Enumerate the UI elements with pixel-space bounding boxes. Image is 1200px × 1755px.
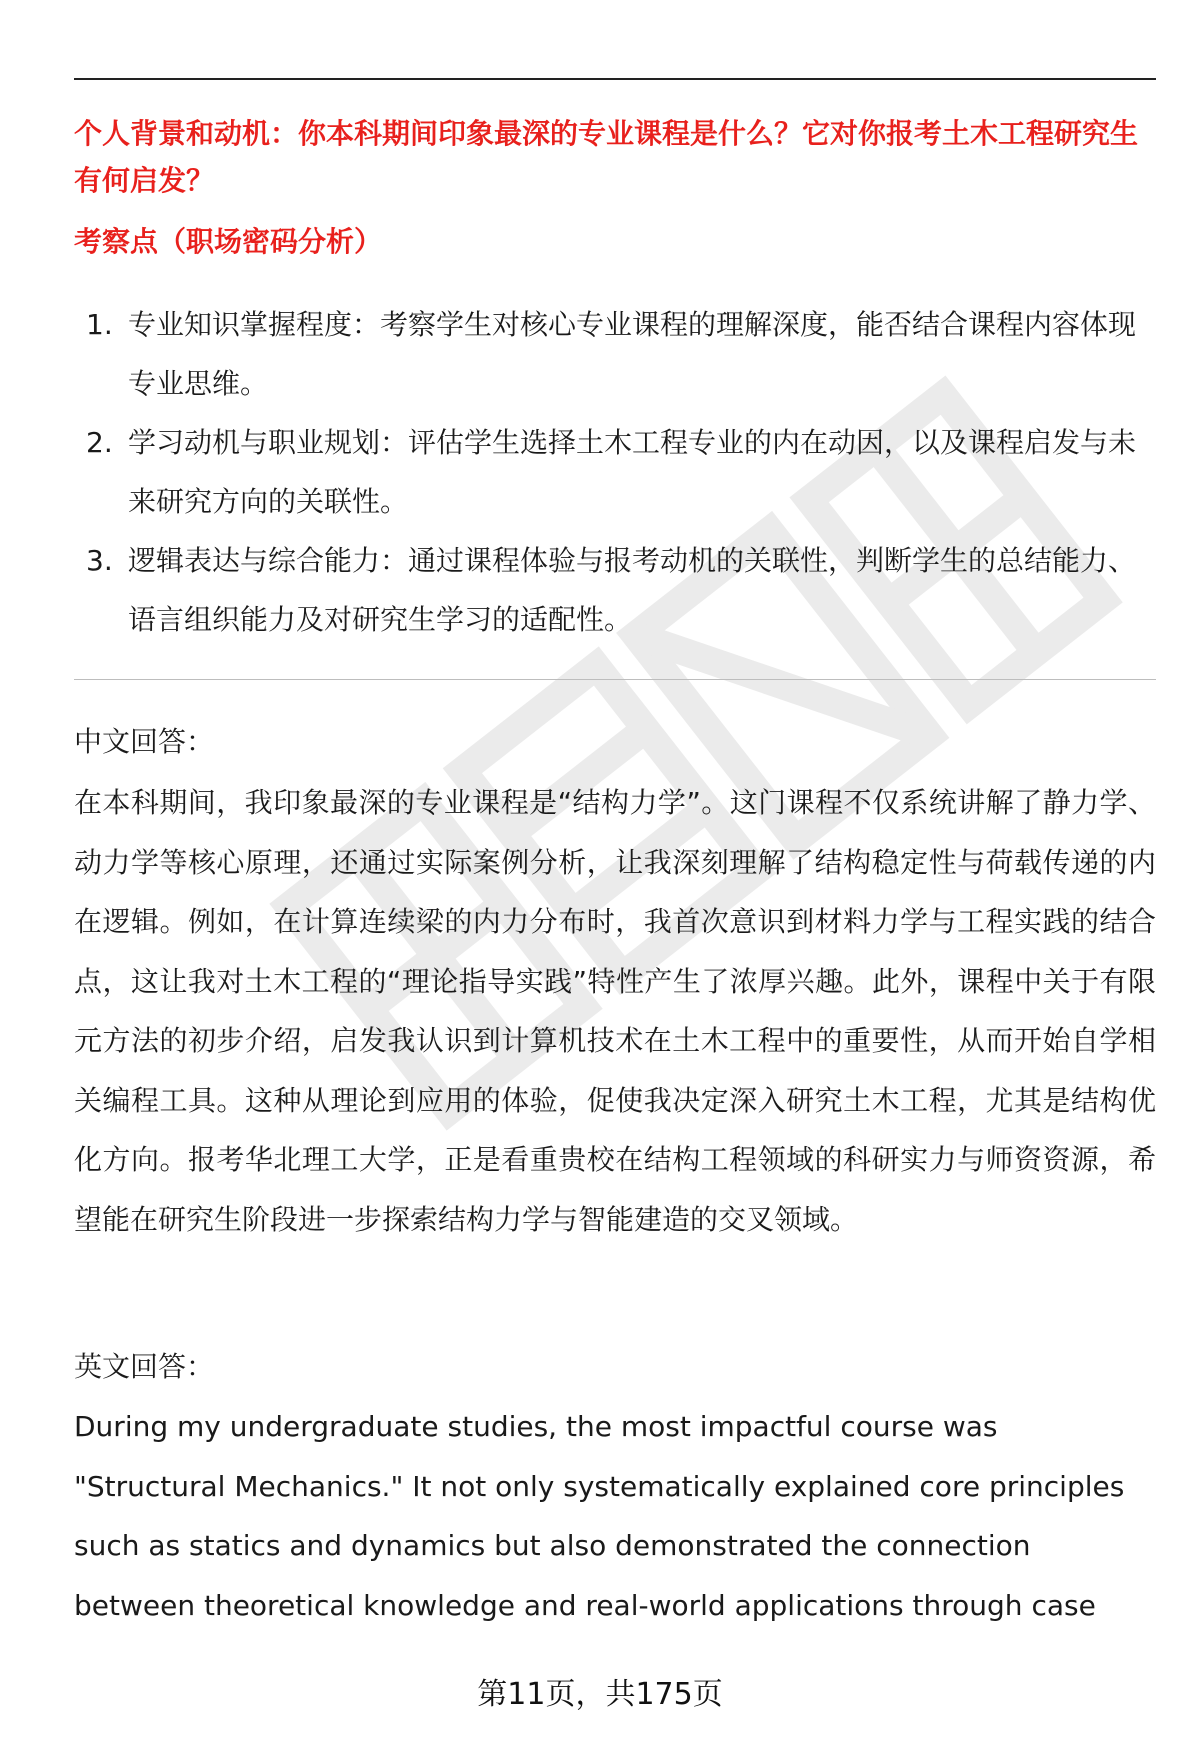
list-item-text: 专业知识掌握程度：考察学生对核心专业课程的理解深度，能否结合课程内容体现专业思维。	[128, 308, 1137, 400]
list-item	[74, 295, 1156, 413]
english-answer-label: 英文回答：	[74, 1350, 215, 1383]
page-number: 第11页，共175页	[477, 1677, 723, 1712]
document-page	[74, 0, 1156, 1755]
english-answer-text: During my undergraduate studies, the most impactful course was "Structural Mechanics." It not only systematically explained core principles such as statics and dynamics but also demonstrated the connection between theoretical knowledge and real-world applications through case	[74, 1410, 1125, 1622]
question-heading: 个人背景和动机：你本科期间印象最深的专业课程是什么？它对你报考土木工程研究生有何启发？	[74, 117, 1139, 197]
chinese-answer-text: 在本科期间，我印象最深的专业课程是“结构力学”。这门课程不仅系统讲解了静力学、动力学等核心原理，还通过实际案例分析，让我深刻理解了结构稳定性与荷载传递的内在逻辑。例如，在计算连续梁的内力分布时，我首次意识到材料力学与工程实践的结合点，这让我对土木工程的“理论指导实践”特性产生了浓厚兴趣。此外，课程中关于有限元方法的初步介绍，启发我认识到计算机技术在土木工程中的重要性，从而开始自学相关编程工具。这种从理论到应用的体验，促使我决定深入研究土木工程，尤其是结构优化方向。报考华北理工大学，正是看重贵校在结构工程领域的科研实力与师资资源，希望能在研究生阶段进一步探索结构力学与智能建造的交叉领域。	[74, 786, 1156, 1236]
chinese-answer-label: 中文回答：	[74, 725, 215, 758]
header-divider	[74, 78, 1156, 80]
list-item-text: 学习动机与职业规划：评估学生选择土木工程专业的内在动因，以及课程启发与未来研究方向的关联性。	[128, 426, 1137, 518]
assessment-points-list	[74, 295, 1156, 649]
list-item-number: 1.	[86, 308, 113, 341]
list-item-text: 逻辑表达与综合能力：通过课程体验与报考动机的关联性，判断学生的总结能力、语言组织能力及对研究生学习的适配性。	[128, 544, 1137, 636]
list-item	[74, 413, 1156, 531]
list-item-number: 3.	[86, 544, 113, 577]
list-item-number: 2.	[86, 426, 113, 459]
assessment-points-heading: 考察点（职场密码分析）	[74, 225, 383, 258]
section-divider	[74, 679, 1156, 680]
list-item	[74, 531, 1156, 649]
